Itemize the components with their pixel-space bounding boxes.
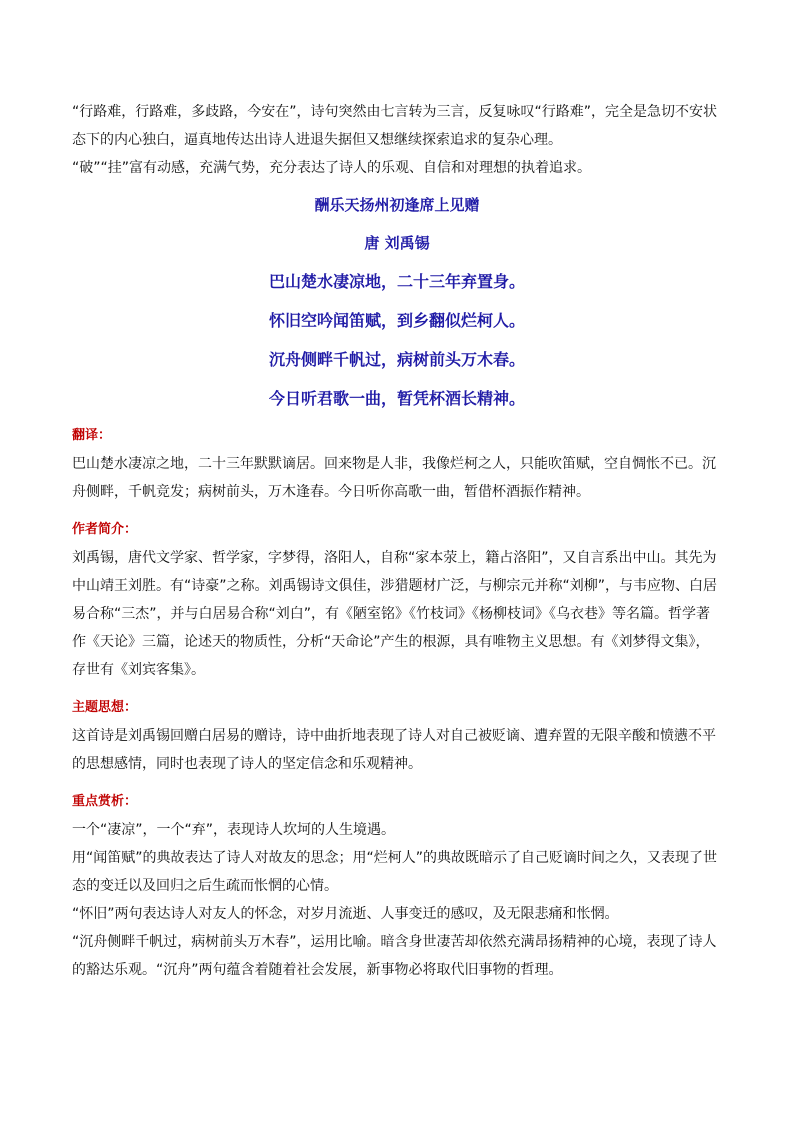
- section-appreciation: [72, 792, 722, 984]
- poem-line: 今日听君歌一曲，暂凭杯酒长精神。: [268, 389, 525, 408]
- section-paragraph: 刘禹锡，唐代文学家、哲学家，字梦得，洛阳人，自称“家本荥上，籍占洛阳”，又自言系出中山。其先为中山靖王刘胜。有“诗豪”之称。刘禹锡诗文俱佳，涉猎题材广泛，与柳宗元并称“刘柳”，与韦应物、白居易合称“三杰”，并与白居易合称“刘白”，有《陋室铭》《竹枝词》《杨柳枝词》《乌衣巷》等名篇。哲学著作《天论》三篇，论述天的物质性，分析“天命论”产生的根源，具有唯物主义思想。有《刘梦得文集》，存世有《刘宾客集》。: [72, 550, 718, 678]
- section-translation: [72, 426, 722, 506]
- poem-author: 唐 刘禹锡: [364, 234, 430, 252]
- section-paragraph: 用“闻笛赋”的典故表达了诗人对故友的思念；用“烂柯人”的典故既暗示了自己贬谪时间之久，又表现了世态的变迁以及回归之后生疏而怅惘的心情。: [72, 850, 718, 894]
- section-theme: [72, 698, 722, 778]
- section-label-theme: 主题思想：: [72, 700, 138, 715]
- document-content: [72, 98, 722, 984]
- poem-line: 巴山楚水凄凉地，二十三年弃置身。: [268, 272, 525, 291]
- section-paragraph: 这首诗是刘禹锡回赠白居易的赠诗，诗中曲折地表现了诗人对自己被贬谪、遭弃置的无限辛酸和愤懑不平的思想感情，同时也表现了诗人的坚定信念和乐观精神。: [72, 728, 716, 772]
- section-label-author-intro: 作者简介：: [72, 522, 138, 537]
- section-paragraph: “沉舟侧畔千帆过，病树前头万木春”，运用比喻。暗含身世凄苦却依然充满昂扬精神的心境，表现了诗人的豁达乐观。“沉舟”两句蕴含着随着社会发展，新事物必将取代旧事物的哲理。: [72, 934, 717, 978]
- section-paragraph: 一个“凄凉”，一个“弃”，表现诗人坎坷的人生境遇。: [72, 822, 396, 838]
- section-label-translation: 翻译：: [72, 428, 112, 443]
- poem-title: 酬乐天扬州初逢席上见赠: [314, 196, 480, 214]
- section-paragraph: 巴山楚水凄凉之地，二十三年默默谪居。回来物是人非，我像烂柯之人，只能吹笛赋，空自惆怅不已。沉舟侧畔，千帆竞发；病树前头，万木逢春。今日听你高歌一曲，暂借杯酒振作精神。: [72, 456, 716, 500]
- section-author-intro: [72, 520, 722, 684]
- analysis-paragraph: “行路难，行路难，多歧路，今安在”，诗句突然由七言转为三言，反复咏叹“行路难”，完全是急切不安状态下的内心独白，逼真地传达出诗人进退失据但又想继续探索追求的复杂心理。: [72, 104, 718, 148]
- section-label-appreciation: 重点赏析：: [72, 794, 138, 809]
- section-paragraph: “怀旧”两句表达诗人对友人的怀念，对岁月流逝、人事变迁的感叹，及无限悲痛和怅惘。: [72, 906, 619, 922]
- analysis-paragraph: “破”“挂”富有动感，充满气势，充分表达了诗人的乐观、自信和对理想的执着追求。: [72, 160, 592, 176]
- poem-block: [72, 193, 722, 412]
- poem-line: 沉舟侧畔千帆过，病树前头万木春。: [268, 350, 525, 369]
- poem-line: 怀旧空吟闻笛赋，到乡翻似烂柯人。: [268, 311, 525, 330]
